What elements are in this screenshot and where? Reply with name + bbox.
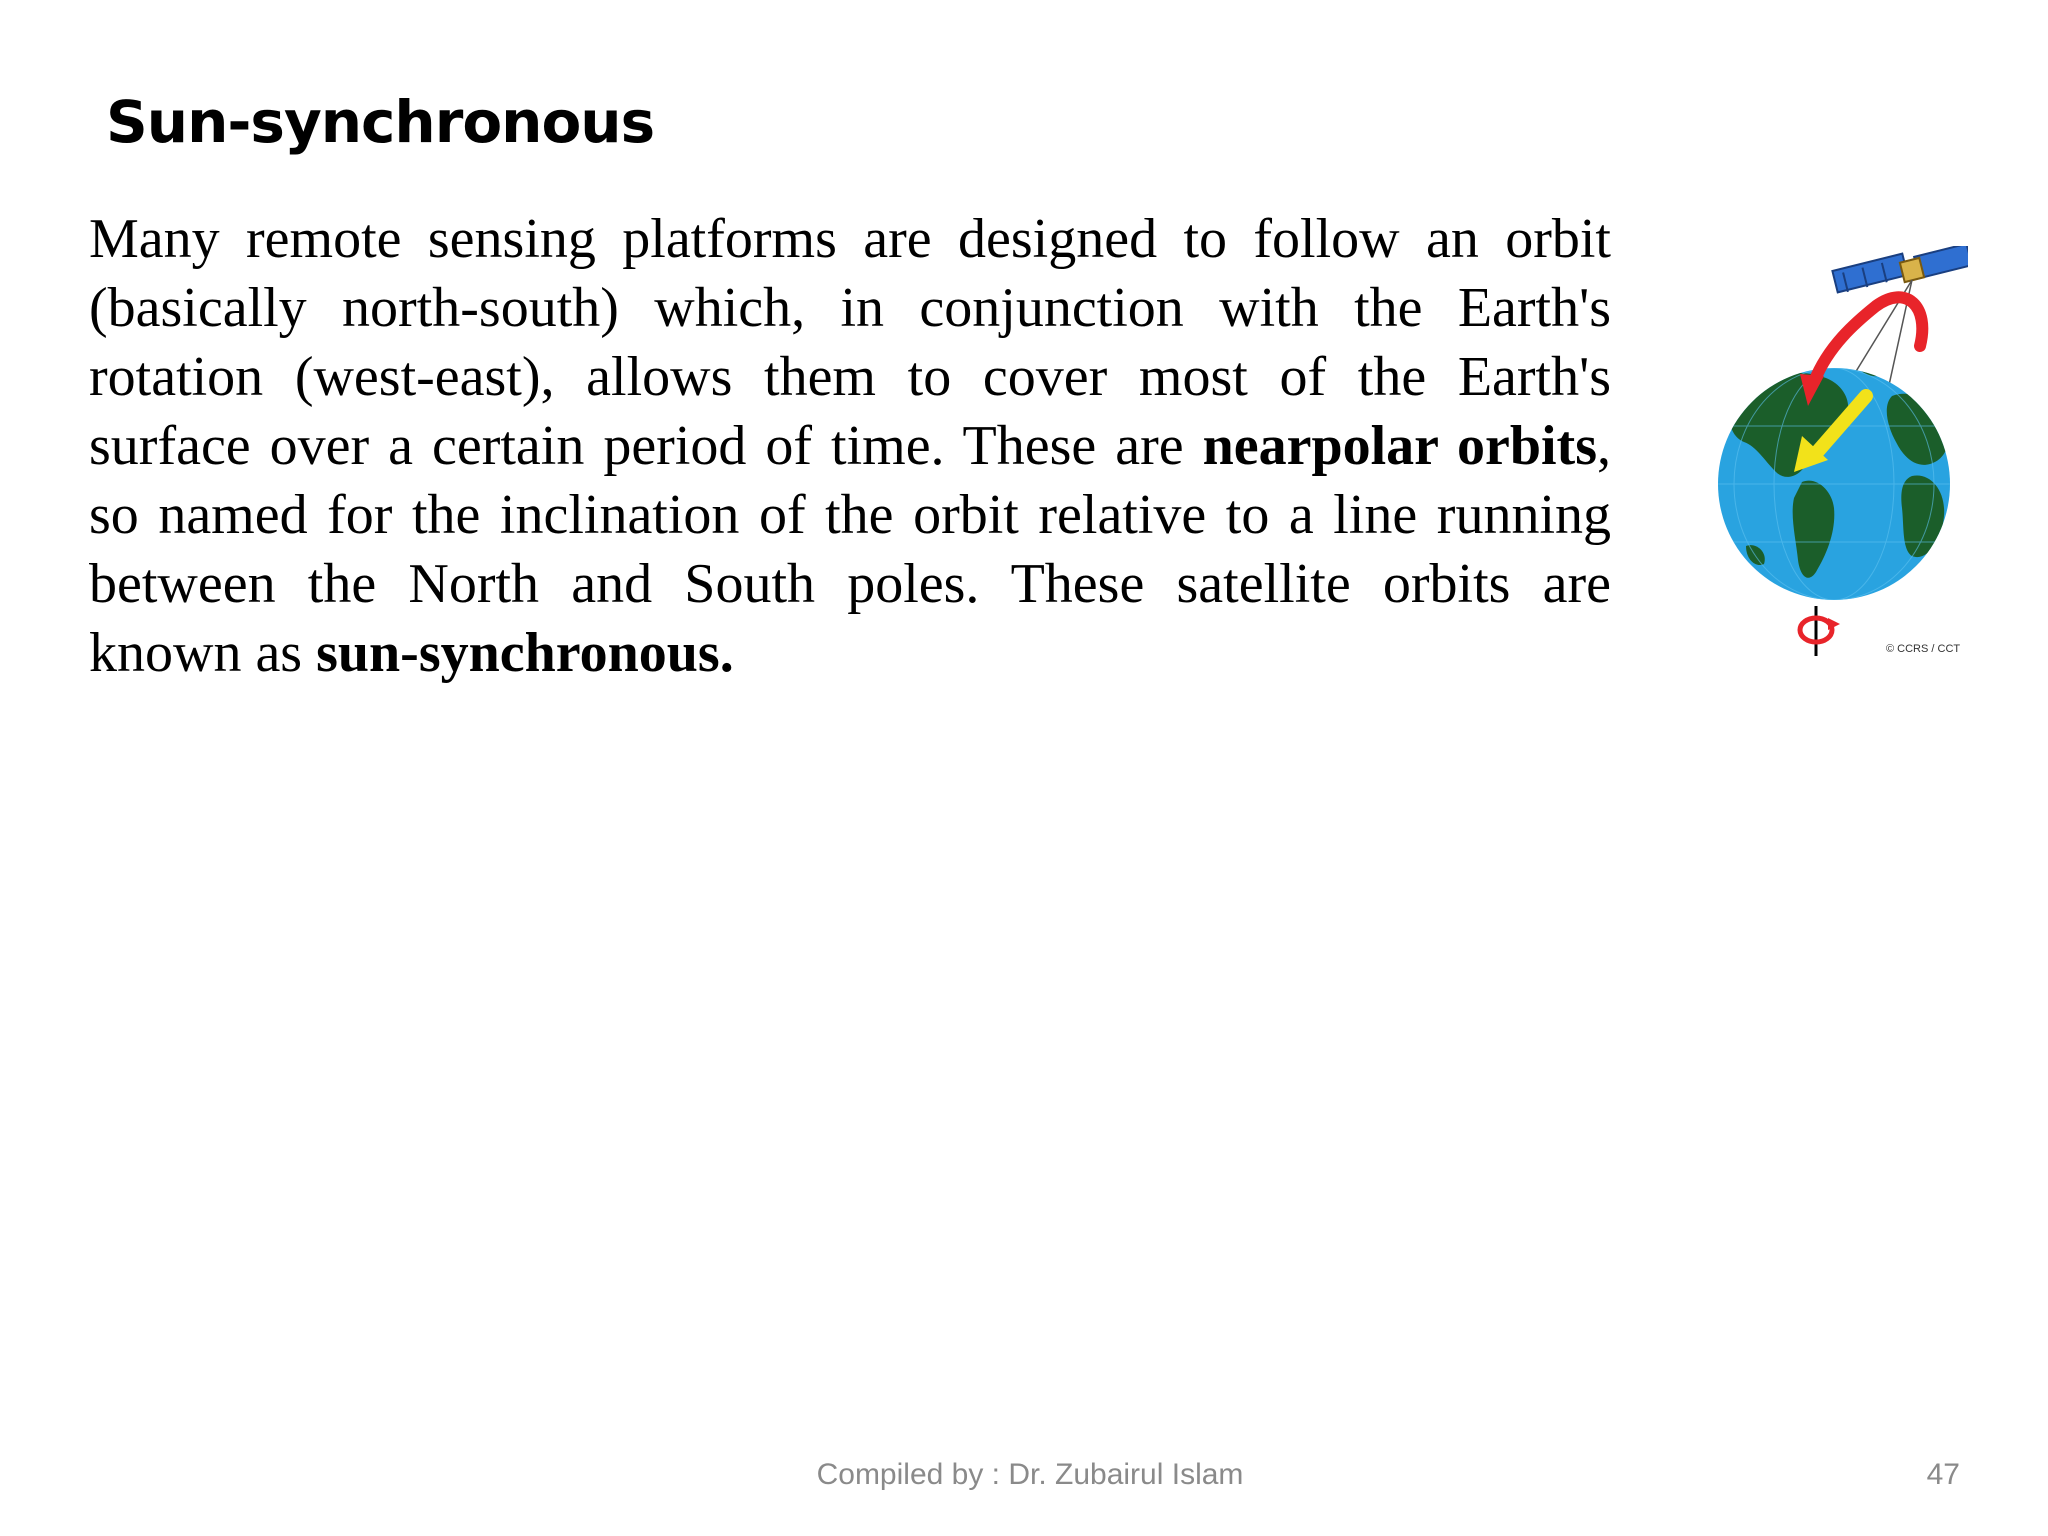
paragraph-text-1: Many remote sensing platforms are designed to follow an orbit (basically north-south) which, in conjunction with the Earth's rotation (west-east), allows them to cover most of the Earth's surface over a certain period of time. These are [89, 208, 1611, 477]
satellite-icon [1832, 246, 1968, 292]
body-paragraph [89, 205, 1611, 688]
slide-title: Sun-synchronous [106, 88, 655, 156]
term-nearpolar-orbits: nearpolar orbits [1202, 415, 1597, 477]
footer-credit: Compiled by : Dr. Zubairul Islam [816, 1458, 1244, 1491]
term-sun-synchronous: sun-synchronous. [316, 622, 734, 684]
image-credit: © CCRS / CCT [1886, 643, 1961, 655]
satellite-orbit-earth-icon [1716, 246, 1968, 672]
earth-globe-icon [1716, 361, 1956, 600]
sun-synchronous-orbit-figure [1716, 246, 1968, 672]
earth-rotation-icon [1800, 606, 1840, 656]
page-number: 47 [1926, 1458, 1960, 1491]
paragraph-text-2: , so named for the inclination of the orbit relative to a line running between the North and South poles. These satellite orbits are known as [89, 415, 1611, 684]
